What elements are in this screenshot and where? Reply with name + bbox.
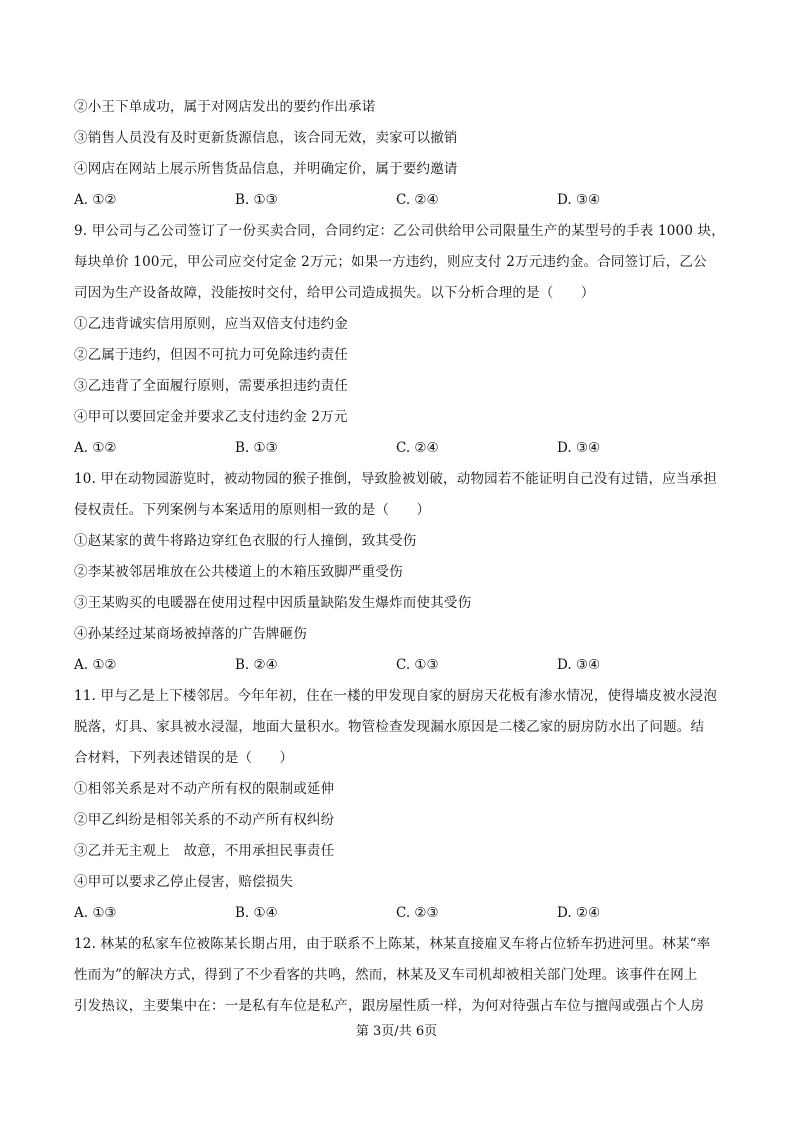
answer-options-q9 — [74, 433, 724, 464]
option-d: D. ③④ — [557, 192, 601, 208]
text-line: 司因为生产设备故障，没能按时交付，给甲公司造成损失。以下分析合理的是（ ） — [74, 285, 595, 301]
answer-options-q11 — [74, 898, 724, 929]
answer-options-q10 — [74, 650, 724, 681]
text-line: ③乙违背了全面履行原则，需要承担违约责任 — [74, 378, 348, 394]
question-12-stem: 12. 林某的私家车位被陈某长期占用，由于联系不上陈某，林某直接雇叉车将占位轿车扔进河里。林某“率 — [74, 936, 711, 952]
option-b: B. ①③ — [235, 440, 278, 456]
option-b: B. ①③ — [235, 192, 278, 208]
text-line: 合材料，下列表述错误的是（ ） — [74, 750, 294, 766]
option-d: D. ③④ — [557, 657, 601, 673]
option-a: A. ①③ — [74, 905, 117, 921]
option-b: B. ②④ — [235, 657, 278, 673]
text-line: ③乙并无主观上 故意，不用承担民事责任 — [74, 843, 335, 859]
text-line: ③销售人员没有及时更新货源信息，该合同无效，卖家可以撤销 — [74, 130, 458, 146]
question-9-stem: 9. 甲公司与乙公司签订了一份买卖合同，合同约定：乙公司供给甲公司限量生产的某型号的手表 1000 块， — [74, 223, 726, 239]
option-c: C. ②④ — [396, 440, 439, 456]
question-content — [74, 92, 724, 1022]
option-c: C. ②④ — [396, 192, 439, 208]
text-line: ③王某购买的电暖器在使用过程中因质量缺陷发生爆炸而使其受伤 — [74, 595, 472, 611]
option-a: A. ①② — [74, 657, 117, 673]
option-c: C. ②③ — [396, 905, 439, 921]
answer-options-q8 — [74, 185, 724, 216]
text-line: ②甲乙纠纷是相邻关系的不动产所有权纠纷 — [74, 812, 335, 828]
text-line: ①乙违背诚实信用原则，应当双倍支付违约金 — [74, 316, 348, 332]
text-line: 脱落，灯具、家具被水浸湿，地面大量积水。物管检查发现漏水原因是二楼乙家的厨房防水出了问题。结 — [74, 719, 705, 735]
text-line: ②李某被邻居堆放在公共楼道上的木箱压致脚严重受伤 — [74, 564, 403, 580]
text-line: 引发热议，主要集中在：一是私有车位是私产，跟房屋性质一样，为何对待强占车位与擅闯或强占个人房 — [74, 998, 705, 1014]
option-a: A. ①② — [74, 440, 117, 456]
question-10-stem: 10. 甲在动物园游览时，被动物园的猴子推倒，导致脸被划破，动物园若不能证明自己没有过错，应当承担 — [74, 471, 718, 487]
text-line: ②小王下单成功，属于对网店发出的要约作出承诺 — [74, 99, 376, 115]
text-line: ④甲可以要求乙停止侵害，赔偿损失 — [74, 874, 294, 890]
question-11-stem: 11. 甲与乙是上下楼邻居。今年年初，住在一楼的甲发现自家的厨房天花板有渗水情况，使得墙皮被水浸泡 — [74, 688, 718, 704]
text-line: 每块单价 100元，甲公司应交付定金 2万元；如果一方违约，则应支付 2万元违约金。合同签订后，乙公 — [74, 254, 707, 270]
page-footer: 第 3页/共 6页 — [355, 1024, 438, 1039]
text-line: ①相邻关系是对不动产所有权的限制或延伸 — [74, 781, 335, 797]
text-line: ④网店在网站上展示所售货品信息，并明确定价，属于要约邀请 — [74, 161, 458, 177]
text-line: ①赵某家的黄牛将路边穿红色衣服的行人撞倒，致其受伤 — [74, 533, 417, 549]
text-line: ②乙属于违约，但因不可抗力可免除违约责任 — [74, 347, 348, 363]
text-line: ④甲可以要回定金并要求乙支付违约金 2万元 — [74, 409, 348, 425]
text-line: 性而为”的解决方式，得到了不少看客的共鸣，然而，林某及叉车司机却被相关部门处理。该事件在网上 — [74, 967, 698, 983]
option-b: B. ①④ — [235, 905, 278, 921]
option-a: A. ①② — [74, 192, 117, 208]
text-line: 侵权责任。下列案例与本案适用的原则相一致的是（ ） — [74, 502, 431, 518]
option-d: D. ②④ — [557, 905, 601, 921]
option-d: D. ③④ — [557, 440, 601, 456]
option-c: C. ①③ — [396, 657, 439, 673]
text-line: ④孙某经过某商场被掉落的广告牌砸伤 — [74, 626, 307, 642]
